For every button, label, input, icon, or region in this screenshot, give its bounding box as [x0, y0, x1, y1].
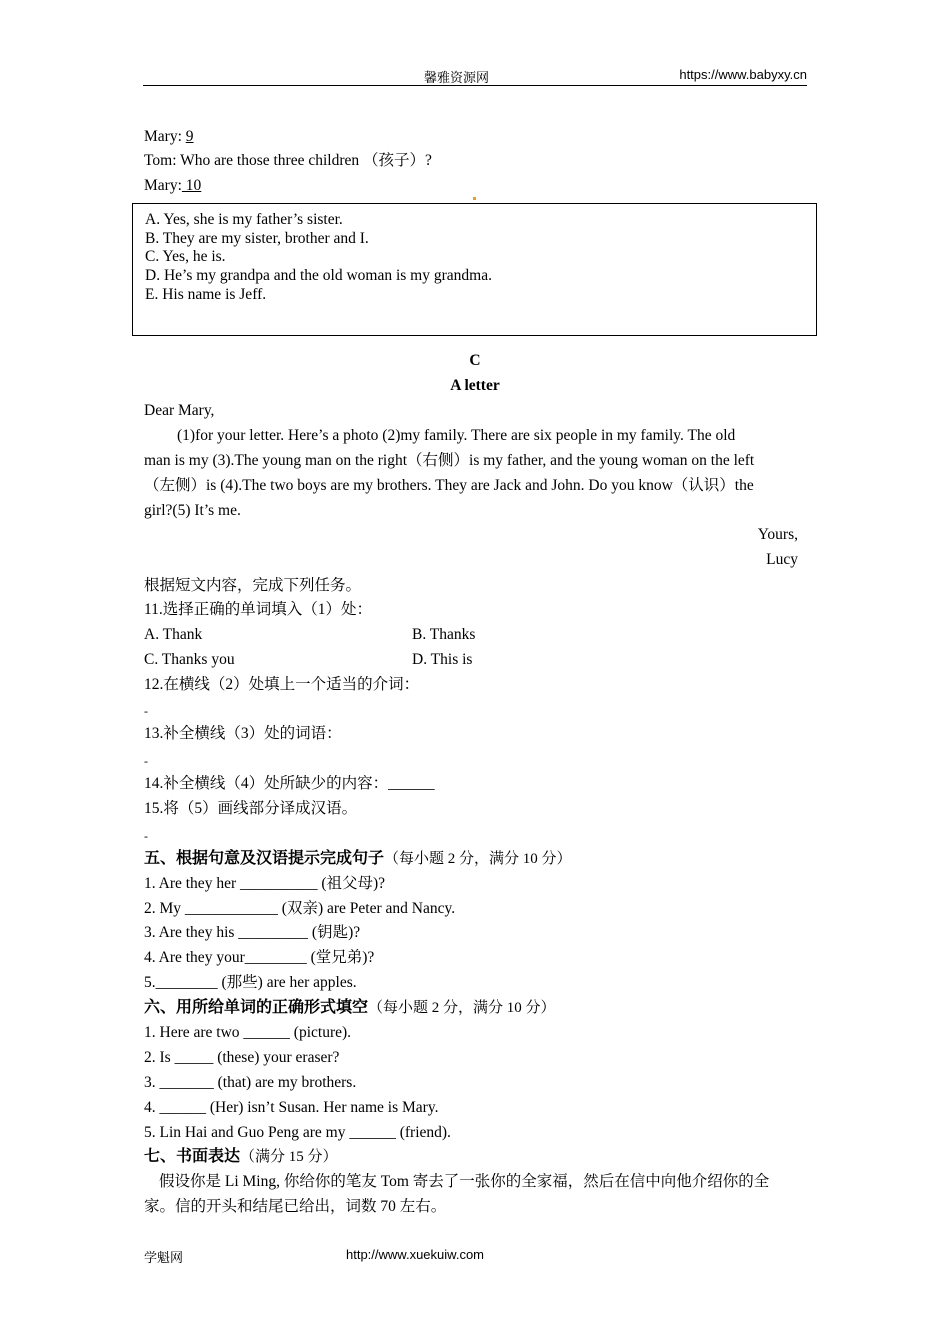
q11-option-d: D. This is [412, 651, 473, 668]
section-5-heading: 五、根据句意及汉语提示完成句子（每小题 2 分，满分 10 分） [144, 848, 572, 867]
blank-9: 9 [185, 128, 194, 145]
footer-url[interactable]: http://www.xuekuiw.com [346, 1247, 484, 1262]
letter-signature: Lucy [766, 551, 798, 568]
header-site-name: 馨雅资源网 [424, 70, 490, 85]
s5-item-3: 3. Are they his _________ (钥匙)? [144, 924, 361, 941]
header-divider [143, 85, 807, 86]
letter-title: A letter [450, 377, 500, 394]
s7-prompt-line-1: 假设你是 Li Ming, 你给你的笔友 Tom 寄去了一张你的全家福，然后在信中向他介绍你的全 [159, 1173, 770, 1190]
s6-item-1: 1. Here are two ______ (picture). [144, 1024, 352, 1041]
s6-item-3: 3. _______ (that) are my brothers. [144, 1074, 357, 1091]
section-7-heading: 七、书面表达（满分 15 分） [144, 1146, 338, 1165]
blank-14: ______ [388, 775, 435, 792]
dialogue-line-tom: Tom: Who are those three children （孩子）? [144, 152, 432, 169]
question-14: 14.补全横线（4）处所缺少的内容：______ [144, 775, 435, 792]
s6-item-2: 2. Is _____ (these) your eraser? [144, 1049, 340, 1066]
header-url[interactable]: https://www.babyxy.cn [679, 67, 807, 82]
option-b: B. They are my sister, brother and I. [145, 230, 369, 247]
q11-option-c: C. Thanks you [144, 651, 235, 668]
s5-item-5: 5.________ (那些) are her apples. [144, 974, 357, 991]
s7-prompt-line-2: 家。信的开头和结尾已给出，词数 70 左右。 [144, 1198, 447, 1215]
s6-item-5: 5. Lin Hai and Guo Peng are my ______ (friend). [144, 1124, 451, 1141]
question-12: 12.在横线（2）处填上一个适当的介词： [144, 676, 420, 693]
letter-line-2: man is my (3).The young man on the right（右侧）is my father, and the young woman on the left [144, 452, 755, 469]
s5-item-1: 1. Are they her __________ (祖父母)? [144, 875, 386, 892]
tasks-intro: 根据短文内容，完成下列任务。 [144, 577, 362, 594]
letter-closing: Yours, [757, 526, 798, 543]
option-c: C. Yes, he is. [145, 248, 226, 265]
q11-option-a: A. Thank [144, 626, 203, 643]
section-6-heading: 六、用所给单词的正确形式填空（每小题 2 分，满分 10 分） [144, 997, 556, 1016]
decorative-dot [473, 197, 476, 200]
options-box [132, 203, 817, 336]
footer-site-name: 学魁网 [144, 1250, 184, 1265]
q11-option-b: B. Thanks [412, 626, 476, 643]
option-e: E. His name is Jeff. [145, 286, 267, 303]
letter-line-3: （左侧）is (4).The two boys are my brothers. They are Jack and John. Do you know（认识）the [144, 477, 754, 494]
s5-item-2: 2. My ____________ (双亲) are Peter and Nancy. [144, 900, 456, 917]
section-c-label: C [469, 352, 481, 369]
answer-dash-12: - [144, 704, 148, 718]
answer-dash-13: - [144, 754, 148, 768]
letter-line-1: (1)for your letter. Here’s a photo (2)my family. There are six people in my family. The old [177, 427, 736, 444]
question-11: 11.选择正确的单词填入（1）处： [144, 601, 373, 618]
letter-greeting: Dear Mary, [144, 402, 215, 419]
s5-item-4: 4. Are they your________ (堂兄弟)? [144, 949, 375, 966]
blank-10: 10 [181, 177, 202, 194]
letter-line-4: girl?(5) It’s me. [144, 502, 241, 519]
s6-item-4: 4. ______ (Her) isn’t Susan. Her name is Mary. [144, 1099, 439, 1116]
dialogue-line-9: Mary: 9 [144, 128, 194, 145]
dialogue-line-10: Mary: 10 [144, 177, 202, 194]
option-d: D. He’s my grandpa and the old woman is my grandma. [145, 267, 492, 284]
answer-dash-15: - [144, 829, 148, 843]
question-13: 13.补全横线（3）处的词语： [144, 725, 342, 742]
question-15: 15.将（5）画线部分译成汉语。 [144, 800, 358, 817]
option-a: A. Yes, she is my father’s sister. [145, 211, 343, 228]
